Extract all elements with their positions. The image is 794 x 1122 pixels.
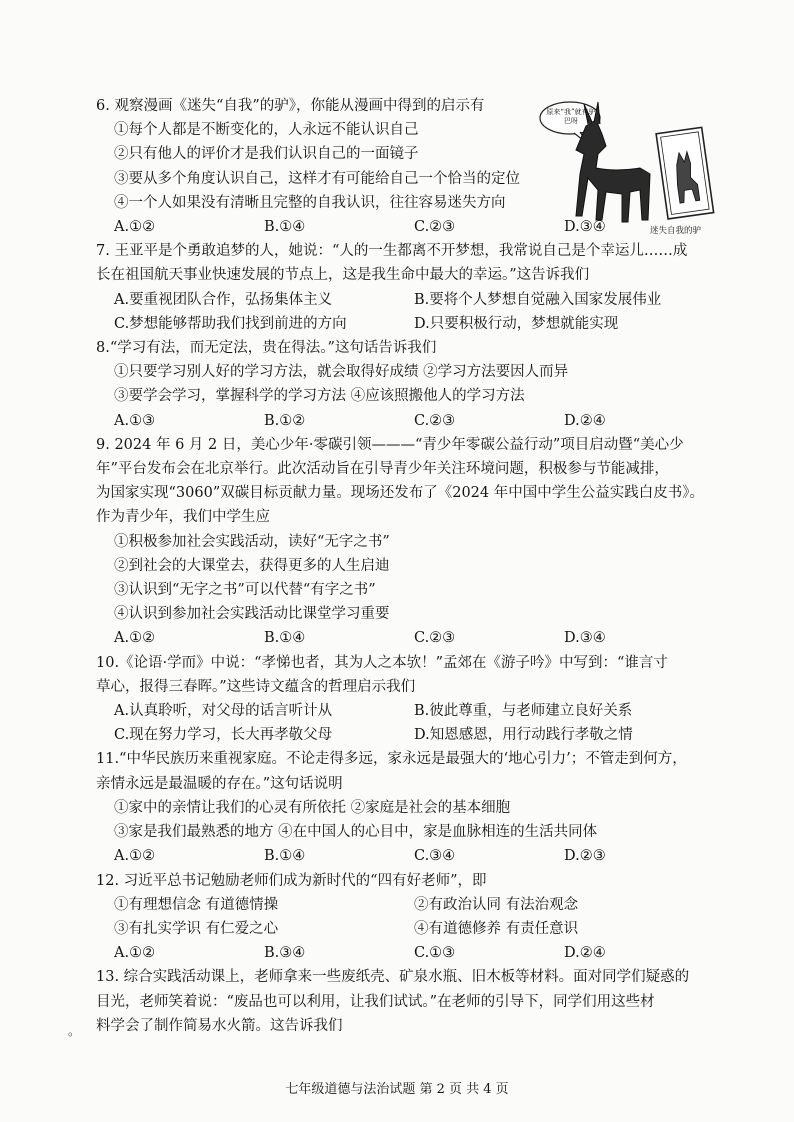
exam-page	[96, 94, 714, 1038]
question-stem-line: 草心，报得三春晖。”这些诗文蕴含的哲理启示我们	[96, 678, 416, 695]
statement-item: ②有政治认同 有法治观念	[414, 896, 579, 913]
statement-row	[96, 917, 714, 941]
question-stem-line: 13. 综合实践活动课上，老师拿来一些废纸壳、矿泉水瓶、旧木板等材料。面对同学们疑惑的	[96, 969, 690, 986]
statement-row	[96, 893, 714, 917]
answer-option: B.彼此尊重，与老师建立良好关系	[414, 703, 633, 720]
answer-option: B.①④	[264, 848, 306, 865]
answer-option: B.①④	[264, 219, 306, 236]
question-q6	[96, 94, 714, 239]
answer-options-row	[96, 723, 714, 747]
answer-option: C.梦想能够帮助我们找到前进的方向	[114, 315, 347, 332]
answer-option: C.②③	[414, 219, 456, 236]
question-stem-line: 料学会了制作简易水火箭。这告诉我们	[96, 1017, 343, 1034]
answer-options	[96, 215, 714, 239]
statement-item: ③要学会学习，掌握科学的学习方法 ④应该照搬他人的学习方法	[114, 388, 525, 405]
answer-options	[96, 626, 714, 650]
question-q9	[96, 433, 714, 651]
speech-bubble-text: 原来“我”就有驴巴呀	[546, 108, 596, 125]
answer-option: D.③④	[564, 219, 606, 236]
question-stem-line: 12. 习近平总书记勉励老师们成为新时代的“四有好老师”，即	[96, 872, 487, 889]
question-stem-line: 10.《论语·学而》中说：“孝悌也者，其为人之本欤！”孟郊在《游子吟》中写到：“谁言寸	[96, 654, 668, 671]
question-stem-line: 8.“学习有法，而无定法，贵在得法。”这句话告诉我们	[96, 340, 437, 357]
statement-item: ③家是我们最熟悉的地方 ④在中国人的心目中，家是血脉相连的生活共同体	[114, 824, 598, 841]
answer-option: B.③④	[264, 945, 306, 962]
margin-mark: 。	[68, 1024, 81, 1038]
question-stem-line: 亲情永远是最温暖的存在。”这句话说明	[96, 775, 343, 792]
question-stem-line: 7. 王亚平是个勇敢追梦的人，她说：“人的一生都离不开梦想，我常说自己是个幸运儿……成	[96, 243, 688, 260]
question-q12	[96, 869, 714, 966]
statement-item: ③有扎实学识 有仁爱之心	[114, 920, 279, 937]
statement-item: ③要从多个角度认识自己，这样才有可能给自己一个恰当的定位	[114, 170, 520, 187]
statement-item: ①只要学习别人好的学习方法，就会取得好成绩 ②学习方法要因人而异	[114, 364, 569, 381]
answer-option: B.①④	[264, 630, 306, 647]
question-stem-line: 为国家实现“3060”双碳目标贡献力量。现场还发布了《2024 年中国中学生公益实践白皮书》。	[96, 485, 704, 502]
question-stem-line: 11.“中华民族历来重视家庭。不论走得多远，家永远是最强大的‘地心引力’；不管走到何方，	[96, 751, 687, 768]
statement-item: ①积极参加社会实践活动，读好“无字之书”	[114, 533, 390, 550]
statement-item: ④一个人如果没有清晰且完整的自我认识，往往容易迷失方向	[114, 194, 506, 211]
statement-item: ②到社会的大课堂去，获得更多的人生启迪	[114, 557, 390, 574]
answer-option: A.①②	[114, 848, 156, 865]
answer-option: D.知恩感恩，用行动践行孝敬之情	[414, 727, 633, 744]
cartoon-caption: 迷失自我的驴	[650, 226, 702, 236]
statement-item: ①有理想信念 有道德情操	[114, 896, 279, 913]
answer-option: A.①③	[114, 412, 156, 429]
question-stem-line: 6. 观察漫画《迷失“自我”的驴》，你能从漫画中得到的启示有	[96, 98, 485, 114]
answer-option: D.只要积极行动，梦想就能实现	[414, 315, 619, 332]
answer-option: D.②④	[564, 412, 606, 429]
answer-option: A.①②	[114, 630, 156, 647]
question-stem-line: 目光，老师笑着说：“废品也可以利用，让我们试试。”在老师的引导下，同学们用这些材	[96, 993, 655, 1010]
answer-options-row	[96, 312, 714, 336]
answer-option: D.③④	[564, 630, 606, 647]
answer-option: A.①②	[114, 219, 156, 236]
answer-options	[96, 941, 714, 965]
answer-option: B.要将个人梦想自觉融入国家发展伟业	[414, 291, 662, 308]
answer-option: A.①②	[114, 945, 156, 962]
answer-option: C.①③	[414, 945, 456, 962]
question-stem-line: 9. 2024 年 6 月 2 日，美心少年·零碳引领———“青少年零碳公益行动”项目启动暨“美心少	[96, 436, 684, 453]
answer-options-row	[96, 288, 714, 312]
statement-item: ①每个人都是不断变化的，人永远不能认识自己	[114, 122, 419, 139]
question-stem-line: 作为青少年，我们中学生应	[96, 509, 270, 526]
answer-option: A.认真聆听，对父母的话言听计从	[114, 703, 333, 720]
page-footer: 七年级道德与法治试题 第 2 页 共 4 页	[285, 1082, 509, 1097]
question-q11	[96, 747, 714, 868]
question-q13	[96, 965, 714, 1038]
statement-item: ④认识到参加社会实践活动比课堂学习重要	[114, 606, 390, 623]
answer-option: C.③④	[414, 848, 456, 865]
answer-option: A.要重视团队合作，弘扬集体主义	[114, 291, 333, 308]
answer-option: C.②③	[414, 412, 456, 429]
statement-item: ①家中的亲情让我们的心灵有所依托 ②家庭是社会的基本细胞	[114, 799, 511, 816]
statement-item: ②只有他人的评价才是我们认识自己的一面镜子	[114, 146, 419, 163]
answer-options	[96, 844, 714, 868]
statement-item: ④有道德修养 有责任意识	[414, 920, 579, 937]
question-stem-line: 长在祖国航天事业快速发展的节点上，这是我生命中最大的幸运。”这告诉我们	[96, 267, 590, 284]
answer-option: B.①②	[264, 412, 306, 429]
statement-item: ③认识到“无字之书”可以代替“有字之书”	[114, 582, 376, 599]
question-q7	[96, 239, 714, 336]
answer-option: C.②③	[414, 630, 456, 647]
question-stem-line: 年”平台发布会在北京举行。此次活动旨在引导青少年关注环境问题，积极参与节能减排，	[96, 461, 669, 478]
answer-options	[96, 409, 714, 433]
answer-options-row	[96, 699, 714, 723]
question-q10	[96, 651, 714, 748]
answer-option: C.现在努力学习，长大再孝敬父母	[114, 727, 333, 744]
answer-option: D.②④	[564, 945, 606, 962]
answer-option: D.②③	[564, 848, 606, 865]
question-q8	[96, 336, 714, 433]
